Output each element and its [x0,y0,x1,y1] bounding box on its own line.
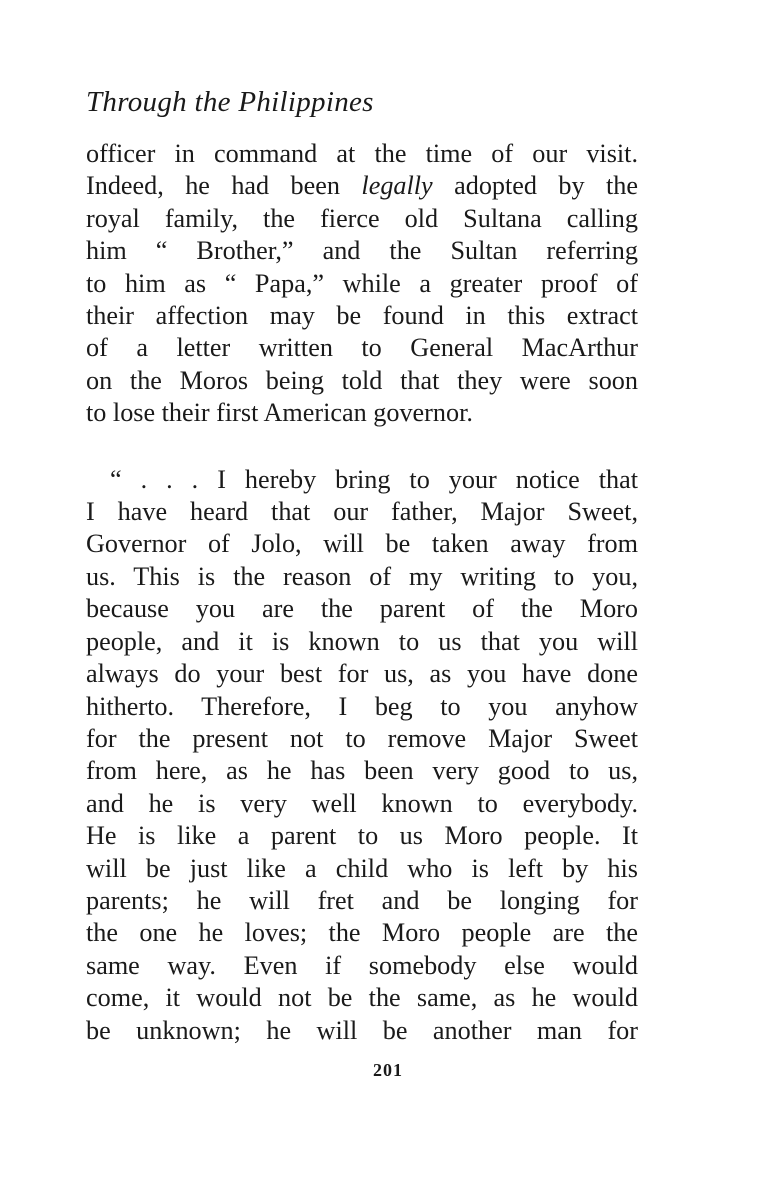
text-line: us. This is the reason of my writing to you, [86,561,638,591]
paragraph-gap [86,430,638,464]
text-line: Indeed, he had been legally adopted by the [86,171,639,201]
text-line: same way. Even if somebody else would [86,950,638,980]
text-line: from here, as he has been very good to us, [86,756,638,786]
text-line: parents; he will fret and be longing for [86,885,638,915]
text-line: of a letter written to General MacArthur [86,333,638,363]
paragraph-1 [86,138,638,430]
text-line: Governor of Jolo, will be taken away from [86,529,638,559]
text-line: him “ Brother,” and the Sultan referring [86,236,638,266]
running-head: Through the Philippines [86,86,374,118]
text-line: their affection may be found in this extract [86,301,638,331]
text-line: to him as “ Papa,” while a greater proof of [86,268,638,298]
text-line: on the Moros being told that they were soon [86,365,638,395]
text-line: come, it would not be the same, as he would [86,983,638,1013]
text-line: people, and it is known to us that you will [86,626,638,656]
text-line: royal family, the fierce old Sultana calling [86,203,638,233]
text-line: the one he loves; the Moro people are the [86,918,638,948]
text-line: to lose their first American governor. [86,398,473,428]
text-line: for the present not to remove Major Sweet [86,723,638,753]
text-line: He is like a parent to us Moro people. It [86,821,638,851]
text-line: hitherto. Therefore, I beg to you anyhow [86,691,638,721]
quoted-letter [86,464,638,1047]
text-line: I have heard that our father, Major Sweet, [86,497,638,527]
text-line: and he is very well known to everybody. [86,788,638,818]
text-line: officer in command at the time of our visit. [86,139,638,168]
emphasis: legally [361,171,433,201]
book-page [86,80,638,1047]
text-line: be unknown; he will be another man for [86,1015,638,1045]
text-line: because you are the parent of the Moro [86,594,638,624]
text-line: “ . . . I hereby bring to your notice that [110,464,638,494]
page-number: 201 [373,1060,403,1080]
text-line: will be just like a child who is left by his [86,853,638,883]
text-line: always do your best for us, as you have done [86,659,638,689]
